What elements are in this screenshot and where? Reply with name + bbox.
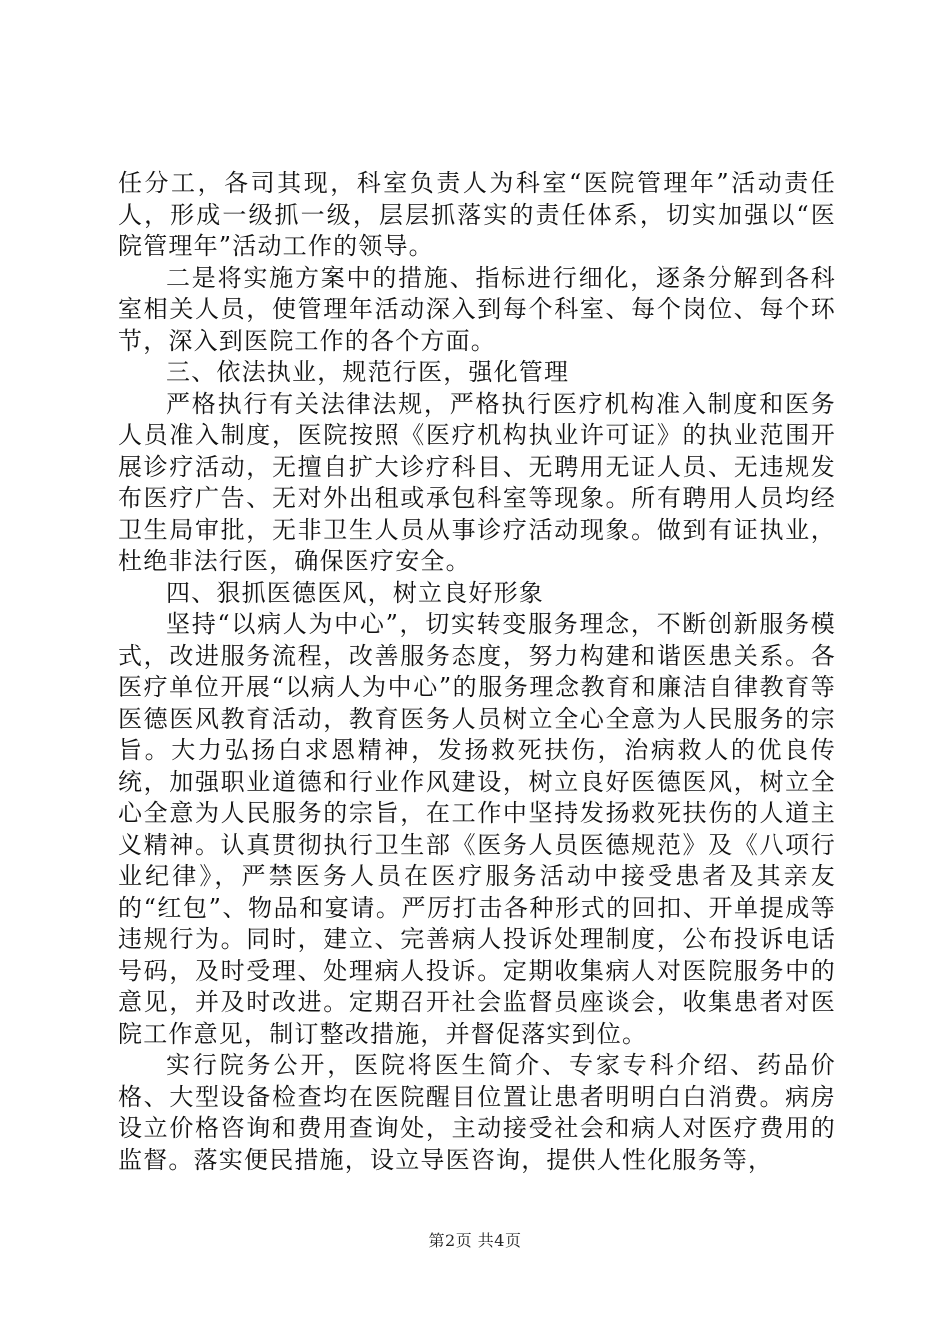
paragraph-7: 实行院务公开，医院将医生简介、专家专科介绍、药品价格、大型设备检查均在医院醒目位置让患者明明白白消费。病房设立价格咨询和费用查询处，主动接受社会和病人对医疗费用的监督。落实便民措施，设立导医咨询，提供人性化服务等， (118, 1051, 836, 1174)
paragraph-6: 坚持“以病人为中心”，切实转变服务理念，不断创新服务模式，改进服务流程，改善服务态度，努力构建和谐医患关系。各医疗单位开展“以病人为中心”的服务理念教育和廉洁自律教育等医德医风教育活动，教育医务人员树立全心全意为人民服务的宗旨。大力弘扬白求恩精神，发扬救死扶伤，治病救人的优良传统，加强职业道德和行业作风建设，树立良好医德医风，树立全心全意为人民服务的宗旨，在工作中坚持发扬救死扶伤的人道主义精神。认真贯彻执行卫生部《医务人员医德规范》及《八项行业纪律》，严禁医务人员在医疗服务活动中接受患者及其亲友的“红包”、物品和宴请。严厉打击各种形式的回扣、开单提成等违规行为。同时，建立、完善病人投诉处理制度，公布投诉电话号码，及时受理、处理病人投诉。定期收集病人对医院服务中的意见，并及时改进。定期召开社会监督员座谈会，收集患者对医院工作意见，制订整改措施，并督促落实到位。 (118, 610, 836, 1048)
page-number-footer: 第2页 共4页 (428, 1231, 522, 1250)
section-heading-3: 三、依法执业，规范行医，强化管理 (166, 358, 570, 386)
paragraph-2: 二是将实施方案中的措施、指标进行细化，逐条分解到各科室相关人员，使管理年活动深入到每个科室、每个岗位、每个环节，深入到医院工作的各个方面。 (118, 263, 836, 355)
paragraph-4: 严格执行有关法律法规，严格执行医疗机构准入制度和医务人员准入制度，医院按照《医疗机构执业许可证》的执业范围开展诊疗活动，无擅自扩大诊疗科目、无聘用无证人员、无违规发布医疗广告、无对外出租或承包科室等现象。所有聘用人员均经卫生局审批，无非卫生人员从事诊疗活动现象。做到有证执业，杜绝非法行医，确保医疗安全。 (118, 389, 836, 575)
paragraph-1: 任分工，各司其现，科室负责人为科室“医院管理年”活动责任人，形成一级抓一级，层层抓落实的责任体系，切实加强以“医院管理年”活动工作的领导。 (118, 169, 836, 260)
section-heading-4: 四、狠抓医德医风，树立良好形象 (166, 578, 544, 607)
document-body (118, 168, 836, 1176)
